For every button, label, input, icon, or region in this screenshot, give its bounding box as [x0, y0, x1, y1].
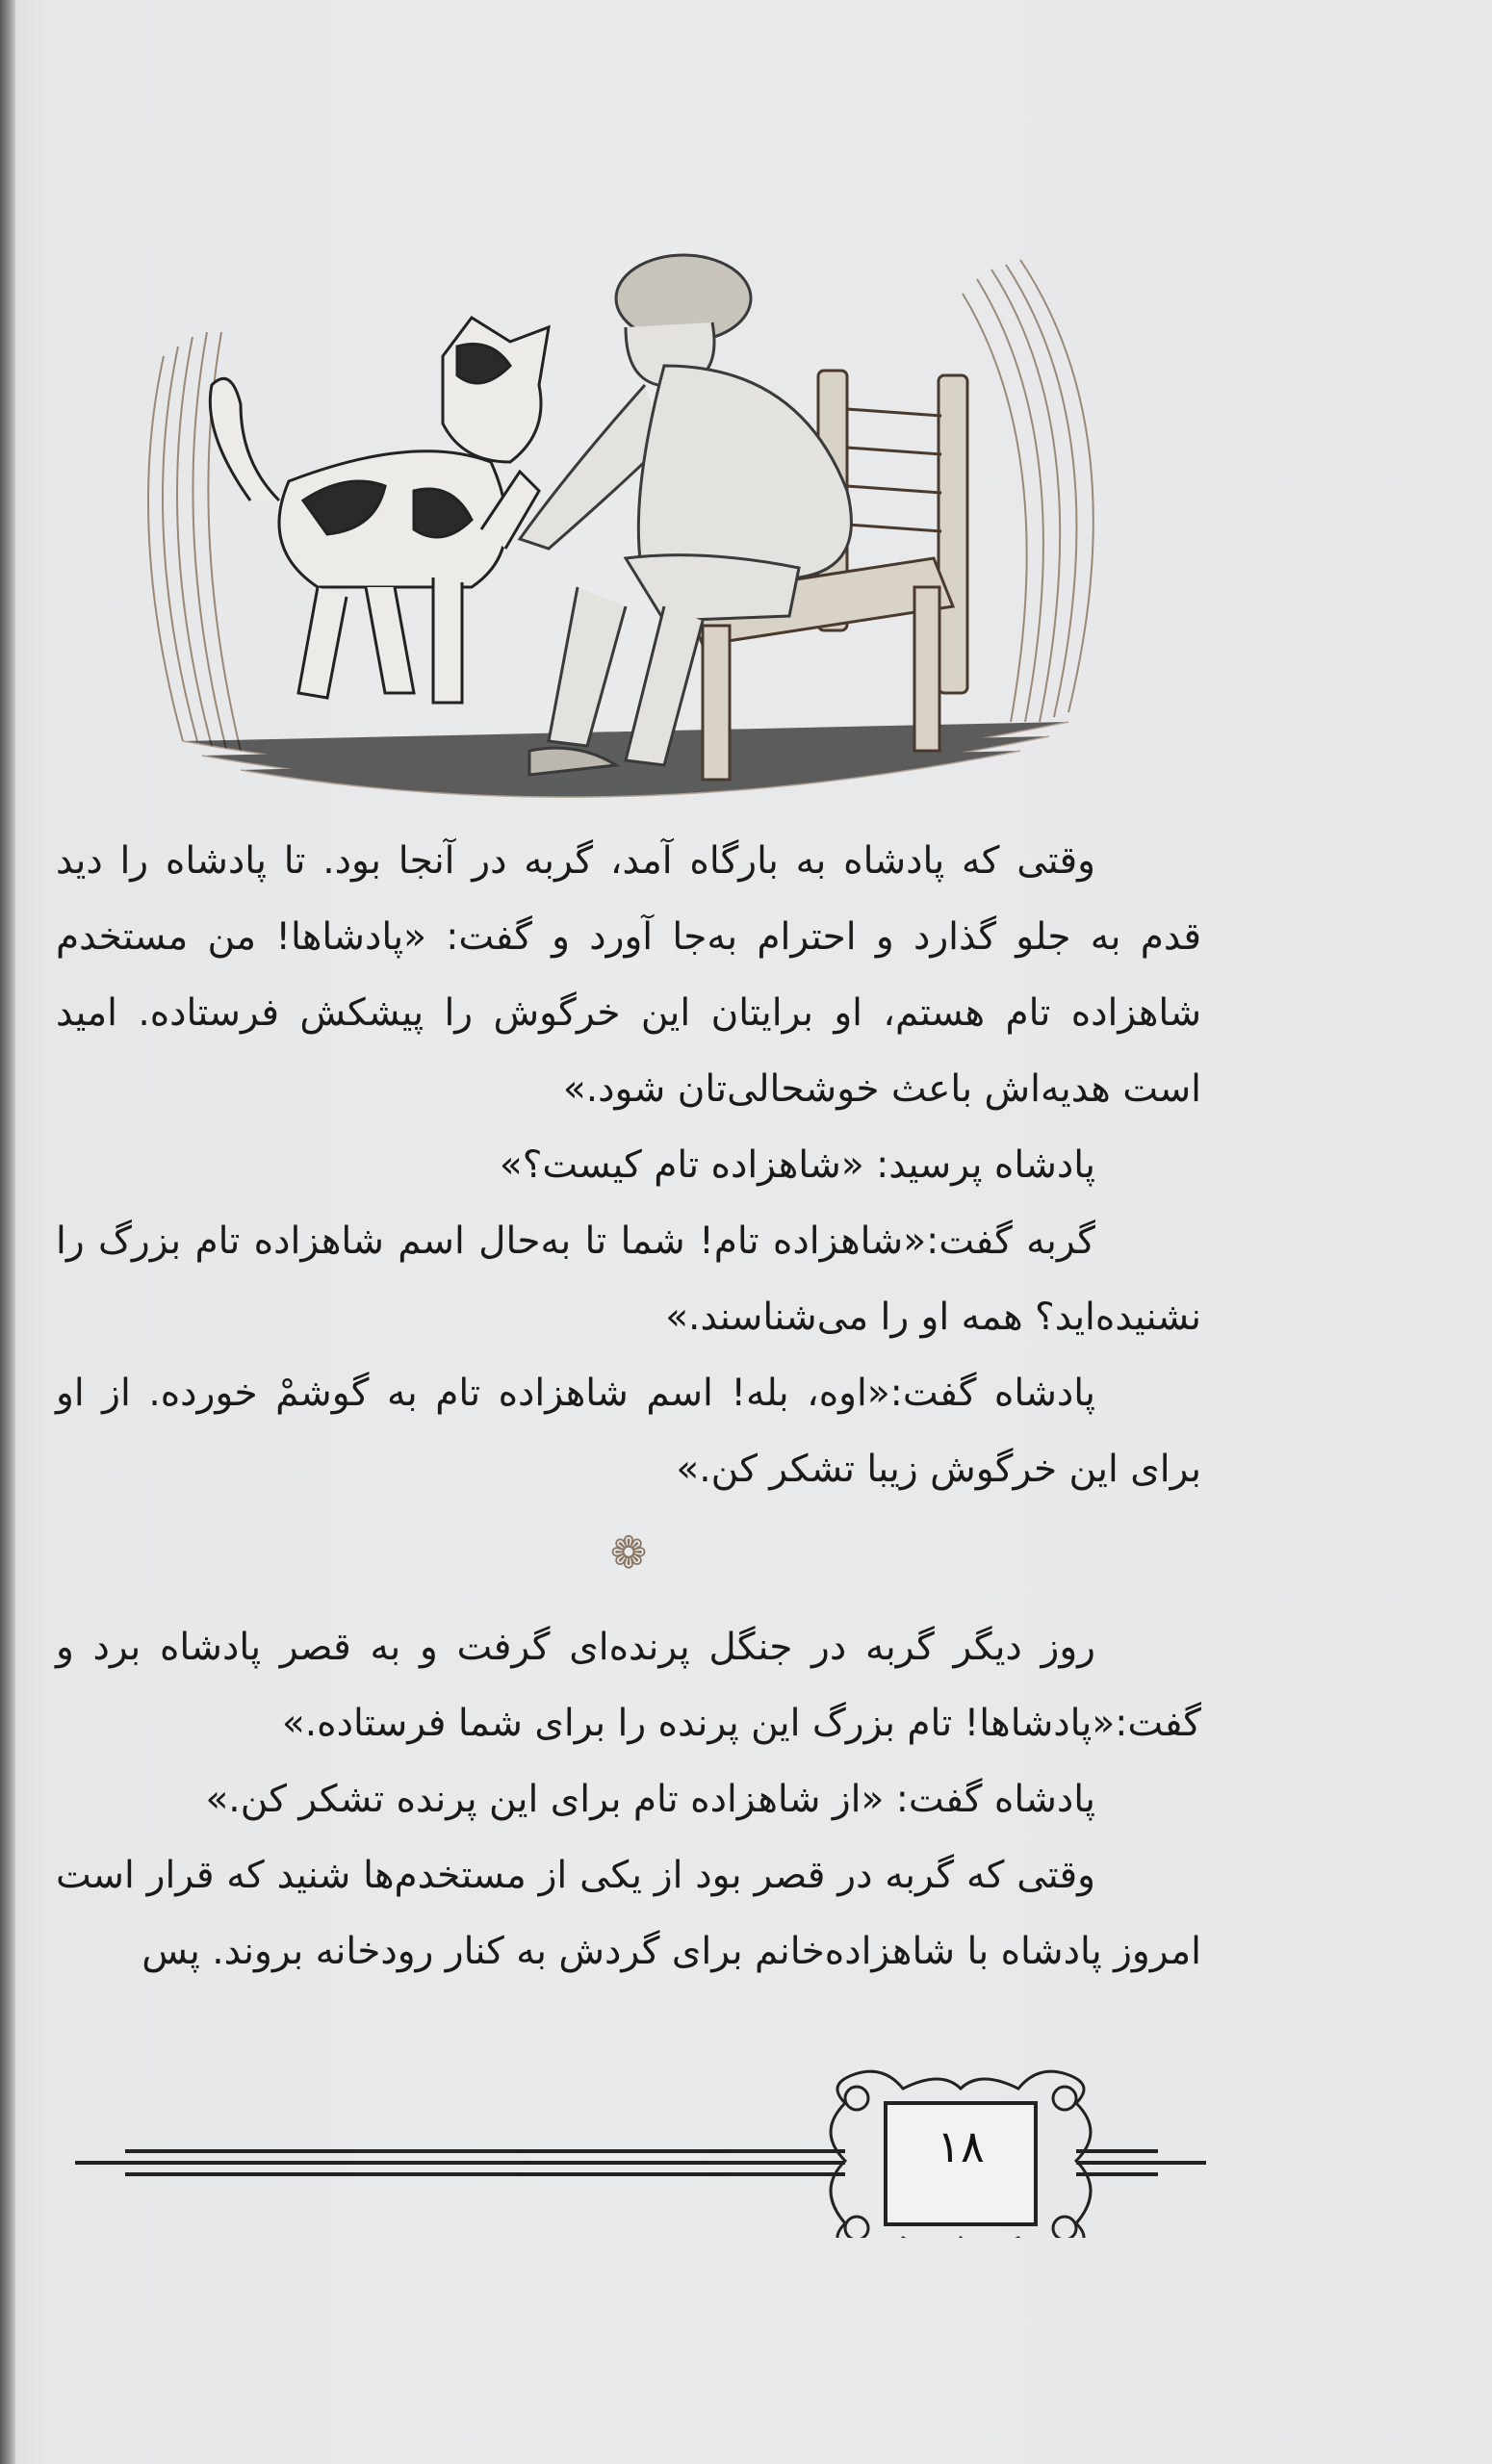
paragraph-arrival: وقتی که پادشاه به بارگاه آمد، گربه در آنجا بود. تا پادشاه را دید قدم به جلو گذارد و احترام به‌جا آورد و گفت: «پادشاها! من مستخدم شاهزاده تام هستم، او برایتان این خرگوش را پیشکش فرستاده. امید است هدیه‌اش باعث خوشحالی‌تان شود.» — [56, 839, 1201, 1111]
paragraph-king-thanks-bird: پادشاه گفت: «از شاهزاده تام برای این پرنده تشکر کن.» — [205, 1778, 1095, 1821]
paragraph-cat-replies: گربه گفت:«شاهزاده تام! شما تا به‌حال اسم شاهزاده تام بزرگ را نشنیده‌اید؟ همه او را می‌شناسند.» — [56, 1219, 1201, 1339]
page-body-text — [56, 823, 1201, 1989]
section-divider — [56, 1528, 1201, 1580]
book-spine-edge — [0, 0, 15, 2464]
cat-and-boy-illustration — [125, 241, 1145, 818]
right-hatching — [963, 260, 1093, 722]
cat-drawing — [210, 318, 549, 703]
paragraph-bird-gift: روز دیگر گربه در جنگل پرنده‌ای گرفت و به قصر پادشاه برد و گفت:«پادشاها! تام بزرگ این پرنده را برای شما فرستاده.» — [56, 1626, 1201, 1745]
page-number: ۱۸ — [937, 2120, 985, 2172]
paragraph-river-walk: وقتی که گربه در قصر بود از یکی از مستخدم‌ها شنید که قرار است امروز پادشاه با شاهزاده‌خانم برای گردش به کنار رودخانه بروند. پس — [56, 1854, 1201, 1973]
page-number-ornament — [75, 2065, 1211, 2238]
paragraph-king-thanks: پادشاه گفت:«اوه، بله! اسم شاهزاده تام به گوشمْ خورده. از او برای این خرگوش زیبا تشکر کن.» — [56, 1372, 1201, 1491]
paragraph-king-asks: پادشاه پرسید: «شاهزاده تام کیست؟» — [499, 1143, 1095, 1187]
boy-drawing — [520, 255, 851, 775]
flower-ornament-icon: ❁ — [609, 1527, 648, 1578]
